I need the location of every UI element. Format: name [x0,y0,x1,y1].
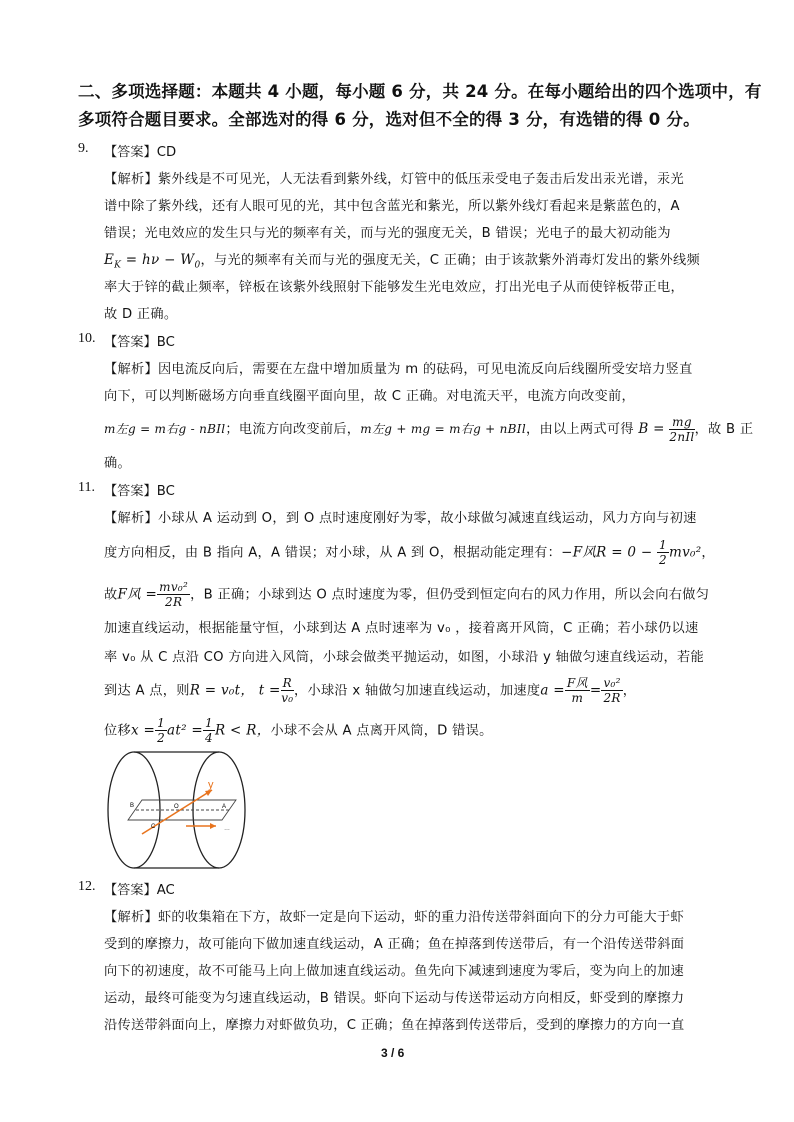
q10-eq1: m左g = m右g - nBIl [104,422,226,436]
q10-analysis-line1: 【解析】因电流反向后，需要在左盘中增加质量为 m 的砝码，可见电流反向后线圈所受安培力竖直 [104,362,693,377]
q11-analysis-line4: 加速直线运动，根据能量守恒，小球到达 A 点时速率为 v₀ ，接着离开风筒，C 正确；若小球仍以速 [104,621,699,636]
q11-analysis-line3: 故F风 = $\frac{\text{mv₀²}}{2R}$ ，B 正确；小球到达 O 点时速度为零，但仍受到恒定向右的风力作用，所以会向右做匀 [104,580,710,609]
q10-eq2: m左g + mg = m右g + nBIl [360,422,526,436]
q12-analysis-line4: 运动，最终可能变为匀速直线运动，B 错误。虾向下运动与传送带运动方向相反，虾受到的摩擦力 [104,991,685,1006]
q10-analysis-line4: 确。 [104,456,131,471]
q11-analysis-line1: 【解析】小球从 A 运动到 O，到 O 点时速度刚好为零，故小球做匀减速直线运动，风力方向与初速 [104,511,697,526]
q9-analysis-line5: 率大于锌的截止频率，锌板在该紫外线照射下能够发生光电效应，打出光电子从而使锌板带正电， [104,280,684,295]
q11-analysis-line6: 到达 A 点，则R = v₀t， t = $\frac{R}{\text{v₀}}$ ，小球沿 x 轴做匀加速直线运动，加速度a = $\frac{\text{F风}}{m}$ = $\frac{\text{v₀²}}{2R}$ ， [104,676,637,705]
answer-11: 【答案】BC [104,484,175,499]
q10-analysis-line2: 向下，可以判断磁场方向垂直线圈平面向里，故 C 正确。对电流天平，电流方向改变前， [104,389,636,404]
answer-12: 【答案】AC [104,883,175,898]
q12-analysis-line5: 沿传送带斜面向上，摩擦力对虾做负功，C 正确；鱼在掉落到传送带后，受到的摩擦力的方向一直 [104,1018,685,1033]
q9-analysis-line6: 故 D 正确。 [104,307,178,322]
label-A: A [222,804,227,810]
q12-analysis-line3: 向下的初速度，故不可能马上向上做加速直线运动。鱼先向下减速到速度为零后，变为向上的加速 [104,964,684,979]
q11-analysis-line2: 度方向相反，由 B 指向 A，A 错误；对小球，从 A 到 O，根据动能定理有：−F风R = 0 − $\frac{1}{2}$ mv₀²， [104,538,715,567]
answer-9: 【答案】CD [104,145,177,160]
label-y: y [208,779,214,791]
question-number-11: 11. [78,480,95,495]
wind-tube-figure [104,748,250,872]
label-O: O [174,804,179,810]
page-number: 3 / 6 [381,1046,405,1060]
q10-eq3: B = $\frac{mg}{\text{2nIl}}$ [638,415,695,444]
q11-analysis-line5: 率 v₀ 从 C 点沿 CO 方向进入风筒，小球会做类平抛运动，如图，小球沿 y 轴做匀速直线运动，若能 [104,650,704,665]
question-number-12: 12. [78,879,96,894]
section-title-line1: 二、多项选择题：本题共 4 小题，每小题 6 分，共 24 分。在每小题给出的四个选项中，有 [78,82,762,101]
section-title-line2: 多项符合题目要求。全部选对的得 6 分，选对但不全的得 3 分，有选错的得 0 分。 [78,110,700,129]
q9-analysis-line3: 错误；光电效应的发生只与光的频率有关，而与光的强度无关，B 错误；光电子的最大初动能为 [104,226,671,241]
q9-analysis-line1: 【解析】紫外线是不可见光，人无法看到紫外线，灯管中的低压汞受电子轰击后发出汞光谱，汞光 [104,172,684,187]
q11-analysis-line7: 位移x = $\frac{1}{2}$ at² = $\frac{1}{4}$ R < R，小球不会从 A 点离开风筒，D 错误。 [104,716,493,745]
label-B: B [130,803,135,809]
q9-formula: $E_K = h\nu - W_0$ [104,252,201,271]
question-number-9: 9. [78,141,89,156]
q12-analysis-line2: 受到的摩擦力，故可能向下做加速直线运动，A 正确；鱼在掉落到传送带后，有一个沿传送带斜面 [104,937,685,952]
answer-10: 【答案】BC [104,335,175,350]
dots: … [224,826,230,832]
label-C: C [151,824,156,830]
q10-analysis-line3: m左g = m右g - nBIl；电流方向改变前后，m左g + mg = m右g + nBIl，由以上两式可得 B = $\frac{mg}{\text{2nIl}}$ ，故 B 正 [104,415,754,444]
q9-analysis-line2: 谱中除了紫外线，还有人眼可见的光，其中包含蓝光和紫光，所以紫外线灯看起来是紫蓝色的，A [104,199,680,214]
q12-analysis-line1: 【解析】虾的收集箱在下方，故虾一定是向下运动，虾的重力沿传送带斜面向下的分力可能大于虾 [104,910,684,925]
q9-analysis-line4: $E_K = h\nu - W_0$，与光的频率有关而与光的强度无关，C 正确；由于该款紫外消毒灯发出的紫外线频 [104,252,701,271]
question-number-10: 10. [78,331,96,346]
